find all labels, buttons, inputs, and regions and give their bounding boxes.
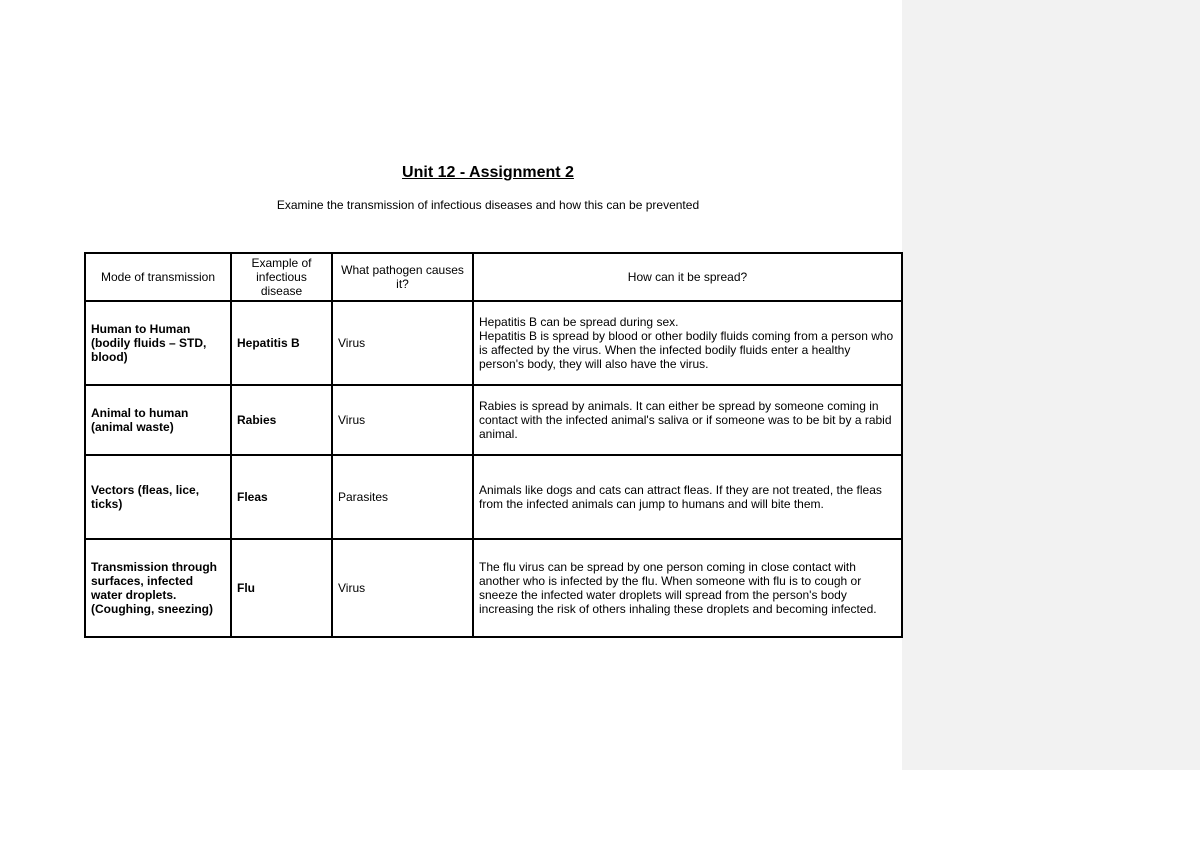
transmission-table — [84, 252, 903, 638]
cell-mode: Human to Human (bodily fluids – STD, blood) — [85, 301, 231, 385]
header-spread: How can it be spread? — [473, 253, 902, 301]
cell-pathogen: Virus — [332, 301, 473, 385]
cell-spread — [473, 301, 902, 385]
comment-pane — [902, 0, 1200, 770]
cell-spread: Animals like dogs and cats can attract fleas. If they are not treated, the fleas from the infected animals can jump to humans and will bite them. — [473, 455, 902, 539]
cell-mode: Transmission through surfaces, infected water droplets. (Coughing, sneezing) — [85, 539, 231, 637]
spread-line: Hepatitis B can be spread during sex. — [479, 315, 679, 329]
cell-spread: The flu virus can be spread by one person coming in close contact with another who is infected by the flu. When someone with flu is to cough or sneeze the infected water droplets will spread from the person's body increasing the risk of others inhaling these droplets and becoming infected. — [473, 539, 902, 637]
cell-example: Flu — [231, 539, 332, 637]
table-header-row — [85, 253, 902, 301]
cell-example: Fleas — [231, 455, 332, 539]
cell-spread: Rabies is spread by animals. It can either be spread by someone coming in contact with the infected animal's saliva or if someone was to be bit by a rabid animal. — [473, 385, 902, 455]
cell-pathogen: Virus — [332, 539, 473, 637]
spread-line: Hepatitis B is spread by blood or other bodily fluids coming from a person who is affected by the virus. When the infected bodily fluids enter a healthy person's body, they will also have the virus. — [479, 329, 894, 371]
table-row — [85, 455, 902, 539]
cell-example: Rabies — [231, 385, 332, 455]
document-subtitle: Examine the transmission of infectious diseases and how this can be prevented — [276, 198, 700, 212]
table-row — [85, 539, 902, 637]
header-example: Example of infectious disease — [231, 253, 332, 301]
cell-pathogen: Virus — [332, 385, 473, 455]
cell-example: Hepatitis B — [231, 301, 332, 385]
header-mode: Mode of transmission — [85, 253, 231, 301]
cell-pathogen: Parasites — [332, 455, 473, 539]
document-title: Unit 12 - Assignment 2 — [402, 164, 574, 181]
table-row — [85, 301, 902, 385]
table-row — [85, 385, 902, 455]
cell-mode: Animal to human (animal waste) — [85, 385, 231, 455]
cell-mode: Vectors (fleas, lice, ticks) — [85, 455, 231, 539]
header-pathogen: What pathogen causes it? — [332, 253, 473, 301]
